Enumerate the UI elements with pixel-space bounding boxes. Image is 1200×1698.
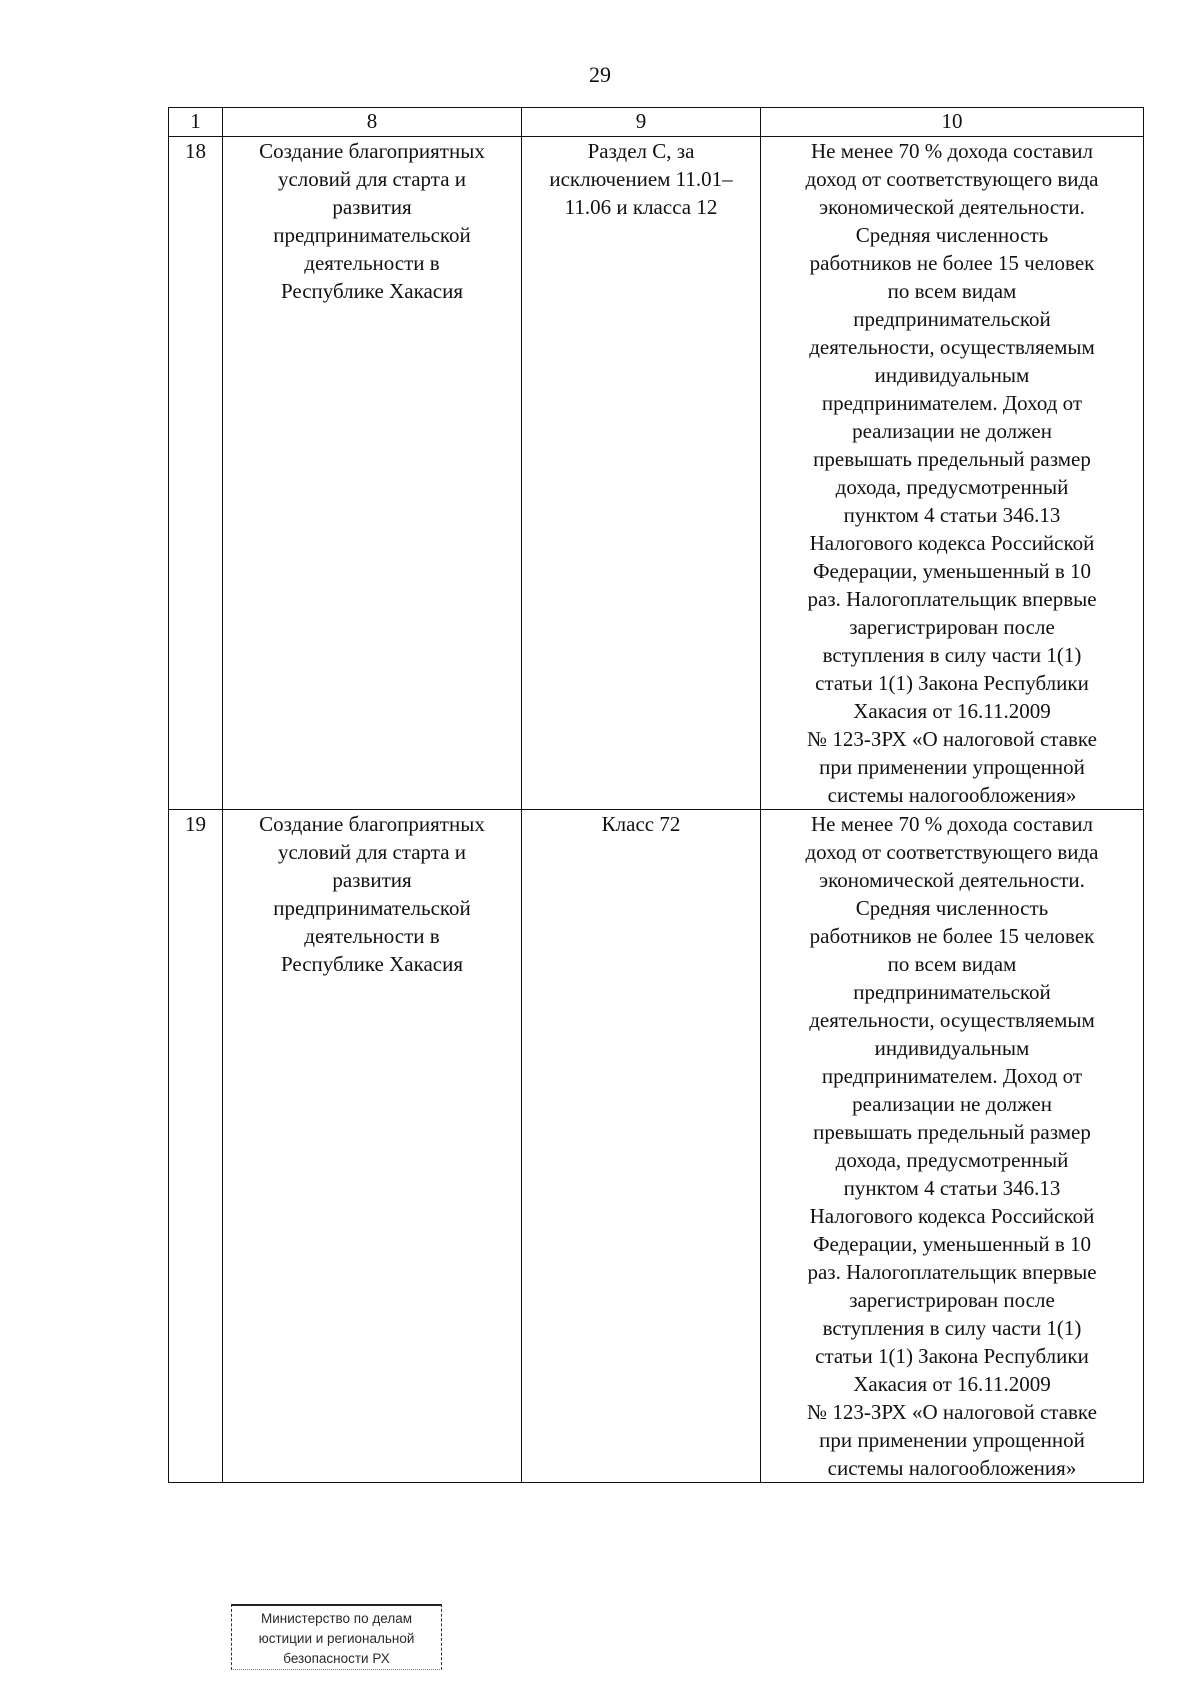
program-cell: Создание благоприятных условий для старта и развития предпринимательской деятельности в Республике Хакасия bbox=[223, 810, 522, 1483]
table-row bbox=[169, 137, 1144, 810]
conditions-cell: Не менее 70 % дохода составил доход от соответствующего вида экономической деятельности. Средняя численность работников не более 15 человек по всем видам предпринимательской деятельности, осуществляемым индивидуальным предпринимателем. Доход от реализации не должен превышать предельный размер дохода, предусмотренный пунктом 4 статьи 346.13 Налогового кодекса Российской Федерации, уменьшенный в 10 раз. Налогоплательщик впервые зарегистрирован после вступления в силу части 1(1) статьи 1(1) Закона Республики Хакасия от 16.11.2009 № 123-ЗРХ «О налоговой ставке при применении упрощенной системы налогообложения» bbox=[761, 137, 1144, 810]
table-row bbox=[169, 810, 1144, 1483]
activity-code-cell: Раздел С, за исключением 11.01– 11.06 и класса 12 bbox=[522, 137, 761, 810]
row-number: 19 bbox=[169, 810, 223, 1483]
conditions-cell: Не менее 70 % дохода составил доход от соответствующего вида экономической деятельности. Средняя численность работников не более 15 человек по всем видам предпринимательской деятельности, осуществляемым индивидуальным предпринимателем. Доход от реализации не должен превышать предельный размер дохода, предусмотренный пунктом 4 статьи 346.13 Налогового кодекса Российской Федерации, уменьшенный в 10 раз. Налогоплательщик впервые зарегистрирован после вступления в силу части 1(1) статьи 1(1) Закона Республики Хакасия от 16.11.2009 № 123-ЗРХ «О налоговой ставке при применении упрощенной системы налогообложения» bbox=[761, 810, 1144, 1483]
stamp-line-2: юстиции и региональной bbox=[258, 1631, 415, 1646]
page-number: 29 bbox=[589, 62, 611, 87]
ministry-stamp bbox=[231, 1604, 442, 1670]
header-col-9: 9 bbox=[522, 108, 761, 137]
stamp-line-3: безопасности РХ bbox=[283, 1651, 390, 1666]
header-col-8: 8 bbox=[223, 108, 522, 137]
document-table bbox=[168, 107, 1144, 1483]
stamp-line-1: Министерство по делам bbox=[261, 1611, 412, 1626]
header-col-1: 1 bbox=[169, 108, 223, 137]
row-number: 18 bbox=[169, 137, 223, 810]
table-header-row bbox=[169, 108, 1144, 137]
activity-code-cell: Класс 72 bbox=[522, 810, 761, 1483]
header-col-10: 10 bbox=[761, 108, 1144, 137]
program-cell: Создание благоприятных условий для старта и развития предпринимательской деятельности в Республике Хакасия bbox=[223, 137, 522, 810]
